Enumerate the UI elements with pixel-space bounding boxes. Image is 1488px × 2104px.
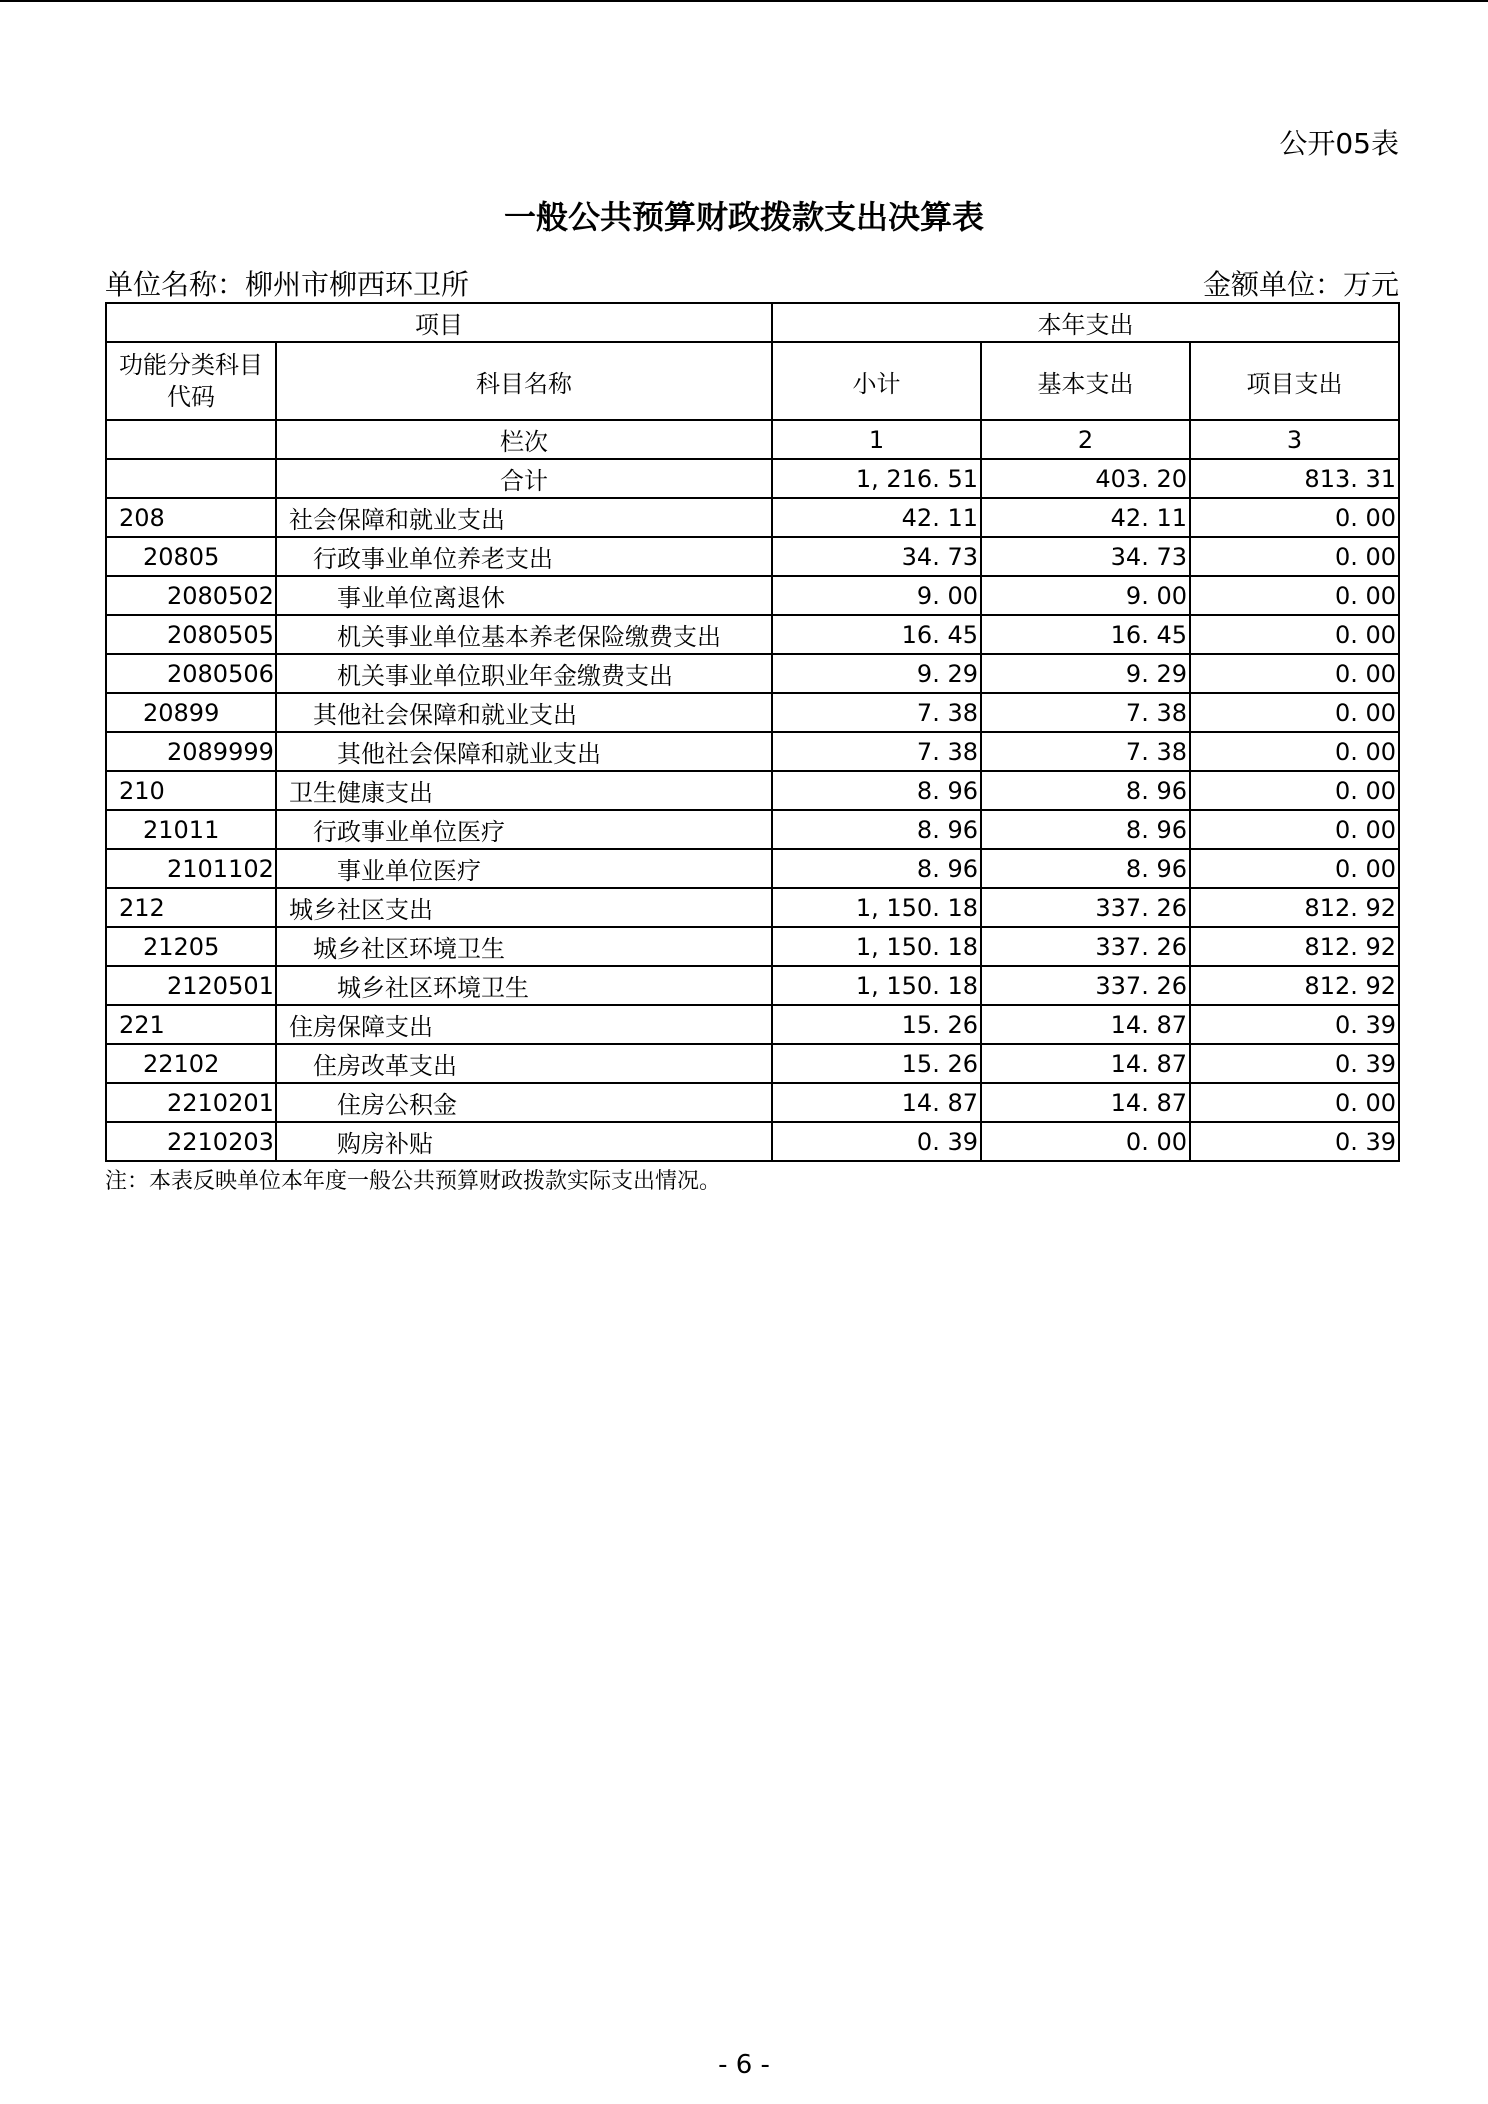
column-number-3: 3	[1190, 420, 1399, 459]
row-basic: 42. 11	[981, 498, 1190, 537]
row-basic: 337. 26	[981, 966, 1190, 1005]
row-project: 0. 00	[1190, 615, 1399, 654]
table-row	[106, 888, 1399, 927]
table-row	[106, 498, 1399, 537]
row-code: 22102	[106, 1044, 276, 1083]
header-this-year: 本年支出	[772, 303, 1399, 342]
row-basic: 337. 26	[981, 888, 1190, 927]
table-row	[106, 966, 1399, 1005]
row-project: 0. 39	[1190, 1122, 1399, 1161]
row-project: 0. 39	[1190, 1005, 1399, 1044]
row-subtotal: 14. 87	[772, 1083, 981, 1122]
row-name: 事业单位医疗	[276, 849, 772, 888]
row-basic: 337. 26	[981, 927, 1190, 966]
row-name: 卫生健康支出	[276, 771, 772, 810]
total-row	[106, 459, 1399, 498]
row-subtotal: 8. 96	[772, 771, 981, 810]
row-code: 2120501	[106, 966, 276, 1005]
table-note: 注：本表反映单位本年度一般公共预算财政拨款实际支出情况。	[105, 1169, 722, 1194]
row-project: 0. 00	[1190, 1083, 1399, 1122]
table-row	[106, 1005, 1399, 1044]
table-row	[106, 615, 1399, 654]
table-row	[106, 927, 1399, 966]
row-subtotal: 1, 150. 18	[772, 927, 981, 966]
row-name: 城乡社区环境卫生	[276, 927, 772, 966]
row-subtotal: 16. 45	[772, 615, 981, 654]
row-basic: 14. 87	[981, 1044, 1190, 1083]
row-project: 0. 00	[1190, 654, 1399, 693]
page-title: 一般公共预算财政拨款支出决算表	[503, 198, 984, 236]
row-project: 0. 00	[1190, 693, 1399, 732]
row-name: 机关事业单位职业年金缴费支出	[276, 654, 772, 693]
row-name: 购房补贴	[276, 1122, 772, 1161]
table-row	[106, 537, 1399, 576]
row-name: 社会保障和就业支出	[276, 498, 772, 537]
row-basic: 14. 87	[981, 1005, 1190, 1044]
total-blank	[106, 459, 276, 498]
header-code-text: 功能分类科目代码	[119, 351, 263, 411]
row-subtotal: 42. 11	[772, 498, 981, 537]
row-code: 20805	[106, 537, 276, 576]
expenditure-table	[105, 302, 1400, 1162]
column-number-row	[106, 420, 1399, 459]
header-code	[106, 342, 276, 420]
row-project: 0. 00	[1190, 576, 1399, 615]
row-project: 0. 39	[1190, 1044, 1399, 1083]
page-number: - 6 -	[718, 2050, 770, 2080]
row-name: 机关事业单位基本养老保险缴费支出	[276, 615, 772, 654]
row-code: 2210203	[106, 1122, 276, 1161]
row-name: 其他社会保障和就业支出	[276, 732, 772, 771]
top-border-line	[0, 0, 1488, 2]
row-code: 212	[106, 888, 276, 927]
row-name: 行政事业单位养老支出	[276, 537, 772, 576]
row-basic: 7. 38	[981, 693, 1190, 732]
row-project: 0. 00	[1190, 537, 1399, 576]
total-basic: 403. 20	[981, 459, 1190, 498]
row-subtotal: 7. 38	[772, 732, 981, 771]
table-row	[106, 732, 1399, 771]
row-project: 0. 00	[1190, 849, 1399, 888]
row-name: 其他社会保障和就业支出	[276, 693, 772, 732]
row-basic: 0. 00	[981, 1122, 1190, 1161]
row-subtotal: 1, 150. 18	[772, 966, 981, 1005]
header-row-1	[106, 303, 1399, 342]
table-row	[106, 1044, 1399, 1083]
row-code: 2101102	[106, 849, 276, 888]
header-project: 项目支出	[1190, 342, 1399, 420]
row-subtotal: 8. 96	[772, 849, 981, 888]
form-number: 公开05表	[1279, 127, 1399, 160]
total-subtotal: 1, 216. 51	[772, 459, 981, 498]
row-basic: 9. 00	[981, 576, 1190, 615]
row-project: 812. 92	[1190, 966, 1399, 1005]
row-subtotal: 15. 26	[772, 1044, 981, 1083]
row-project: 0. 00	[1190, 498, 1399, 537]
total-label: 合计	[276, 459, 772, 498]
row-code: 2080502	[106, 576, 276, 615]
row-project: 0. 00	[1190, 810, 1399, 849]
row-name: 事业单位离退休	[276, 576, 772, 615]
row-name: 住房改革支出	[276, 1044, 772, 1083]
row-subtotal: 9. 29	[772, 654, 981, 693]
unit-name: 单位名称：柳州市柳西环卫所	[105, 268, 470, 301]
row-code: 21205	[106, 927, 276, 966]
row-subtotal: 7. 38	[772, 693, 981, 732]
header-name: 科目名称	[276, 342, 772, 420]
row-code: 2080505	[106, 615, 276, 654]
table-row	[106, 693, 1399, 732]
row-name: 行政事业单位医疗	[276, 810, 772, 849]
row-subtotal: 1, 150. 18	[772, 888, 981, 927]
row-subtotal: 34. 73	[772, 537, 981, 576]
row-project: 0. 00	[1190, 771, 1399, 810]
row-basic: 7. 38	[981, 732, 1190, 771]
row-subtotal: 15. 26	[772, 1005, 981, 1044]
row-code: 221	[106, 1005, 276, 1044]
row-subtotal: 8. 96	[772, 810, 981, 849]
row-basic: 14. 87	[981, 1083, 1190, 1122]
row-basic: 9. 29	[981, 654, 1190, 693]
header-basic: 基本支出	[981, 342, 1190, 420]
row-code: 20899	[106, 693, 276, 732]
column-number-blank	[106, 420, 276, 459]
row-code: 2089999	[106, 732, 276, 771]
table-row	[106, 576, 1399, 615]
row-project: 812. 92	[1190, 888, 1399, 927]
header-row-2	[106, 342, 1399, 420]
column-number-1: 1	[772, 420, 981, 459]
row-code: 21011	[106, 810, 276, 849]
row-basic: 34. 73	[981, 537, 1190, 576]
table-row	[106, 1083, 1399, 1122]
amount-unit: 金额单位：万元	[1202, 268, 1399, 301]
row-code: 210	[106, 771, 276, 810]
row-name: 城乡社区环境卫生	[276, 966, 772, 1005]
table-row	[106, 1122, 1399, 1161]
table-row	[106, 654, 1399, 693]
table-row	[106, 771, 1399, 810]
table-row	[106, 849, 1399, 888]
row-code: 2080506	[106, 654, 276, 693]
column-number-2: 2	[981, 420, 1190, 459]
total-project: 813. 31	[1190, 459, 1399, 498]
table-row	[106, 810, 1399, 849]
row-subtotal: 0. 39	[772, 1122, 981, 1161]
row-basic: 16. 45	[981, 615, 1190, 654]
row-code: 2210201	[106, 1083, 276, 1122]
row-basic: 8. 96	[981, 771, 1190, 810]
header-subtotal: 小计	[772, 342, 981, 420]
row-name: 住房公积金	[276, 1083, 772, 1122]
column-number-label: 栏次	[276, 420, 772, 459]
row-subtotal: 9. 00	[772, 576, 981, 615]
row-project: 812. 92	[1190, 927, 1399, 966]
row-code: 208	[106, 498, 276, 537]
row-basic: 8. 96	[981, 849, 1190, 888]
row-basic: 8. 96	[981, 810, 1190, 849]
row-name: 城乡社区支出	[276, 888, 772, 927]
row-name: 住房保障支出	[276, 1005, 772, 1044]
header-item: 项目	[106, 303, 772, 342]
row-project: 0. 00	[1190, 732, 1399, 771]
